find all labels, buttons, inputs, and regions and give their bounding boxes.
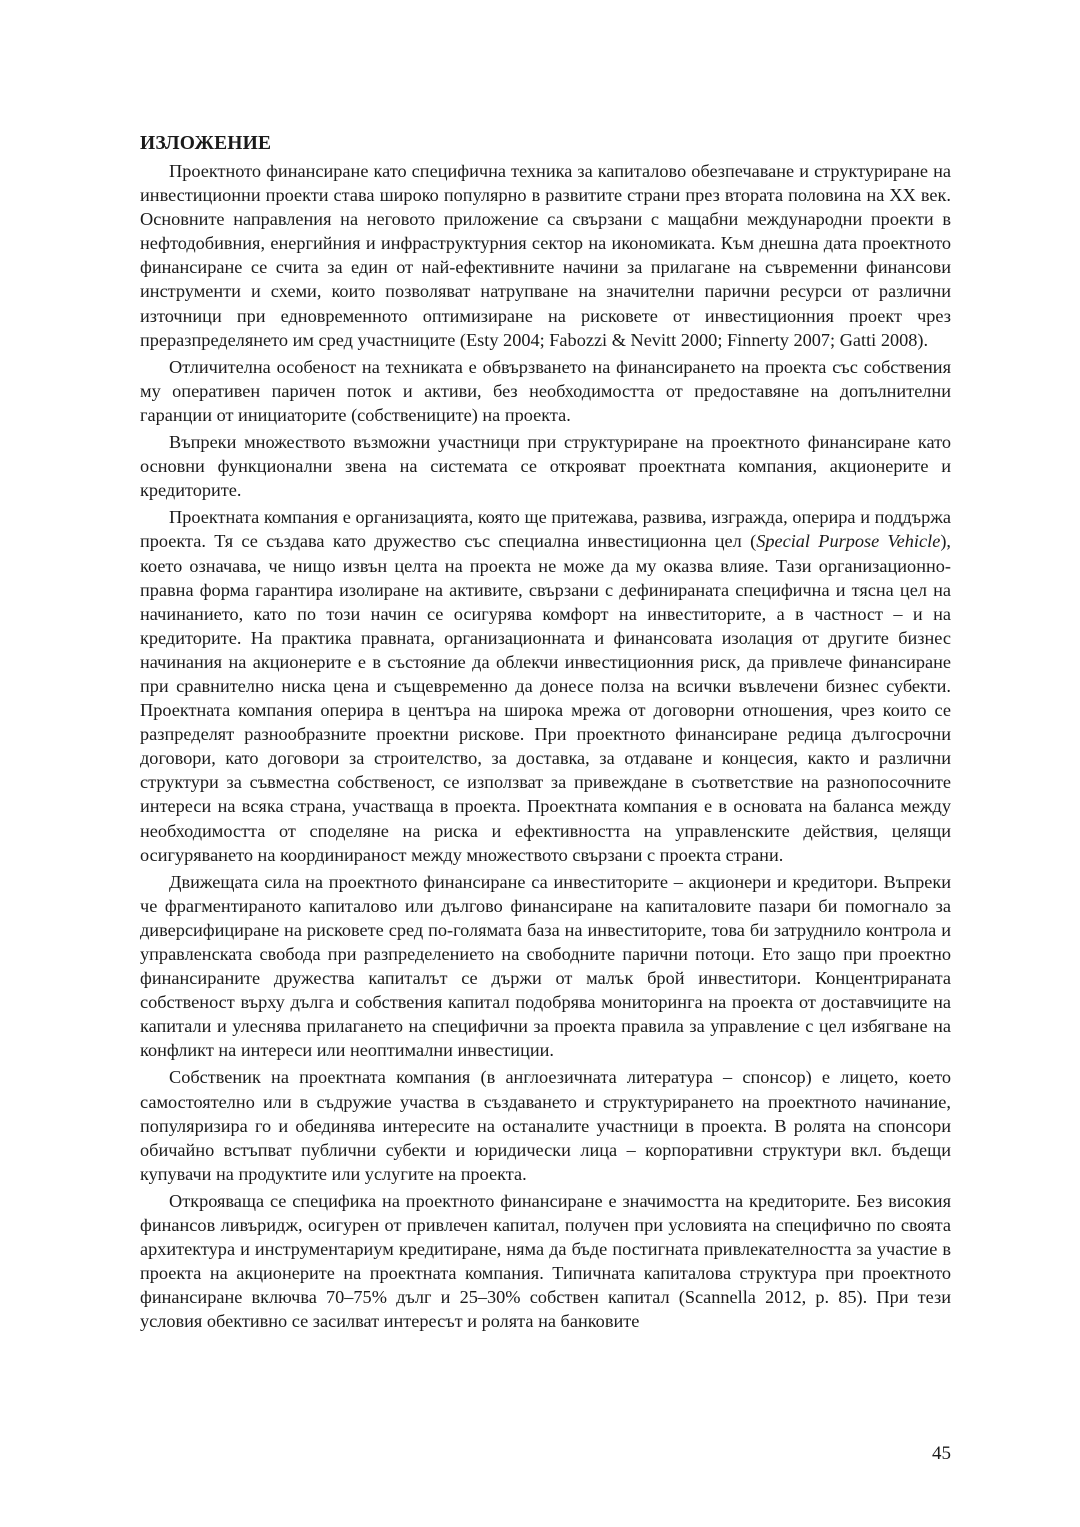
paragraph-7: Открояваща се специфика на проектното финансиране е значимостта на кредиторите. Без високия финансов ливъридж, осигурен от привлечен капитал, получен при условията на специфично по своята архитектура и инструментариум кредитиране, няма да бъде постигната привлекателността за участие в проекта на акционерите на проектната компания. Типичната капиталова структура при проектното финансиране включва 70–75% дълг и 25–30% собствен капитал (Scannella 2012, p. 85). При тези условия обективно се засилват интересът и ролята на банковите — [140, 1190, 951, 1332]
paragraph-4-start: Проектната компания е организацията, която ще притежава, развива, изгражда, оперира и поддържа проекта. Тя се създава като дружество със специална инвестиционна цел ( — [140, 507, 951, 552]
paragraph-4-italic-term: Special Purpose Vehicle — [756, 531, 941, 552]
paragraph-3: Въпреки множеството възможни участници при структуриране на проектното финансиране като основни функционални звена на системата се открояват проектната компания, акционерите и кредиторите. — [140, 432, 951, 501]
paragraph-4 — [140, 505, 951, 866]
page-body — [140, 132, 951, 1337]
section-heading: ИЗЛОЖЕНИЕ — [140, 133, 272, 154]
paragraph-6: Собственик на проектната компания (в англоезичната литература – спонсор) е лицето, което самостоятелно или в съдружие участва в създаването и структурирането на проектното начинание, популяризира го и обединява интересите на останалите участници в проекта. В ролята на спонсори обичайно встъпват публични субекти и юридически лица – корпоративни структури вкл. бъдещи купувачи на продуктите или услугите на проекта. — [140, 1067, 951, 1184]
paragraph-1: Проектното финансиране като специфична техника за капиталово обезпечаване и структуриране на инвестиционни проекти става широко популярно в развитите страни през втората половина на XX век. Основните направления на неговото приложение са свързани с мащабни международни проекти в нефтодобивния, енергийния и инфраструктурния сектор на икономиката. Към днешна дата проектното финансиране се счита за един от най-ефективните начини за прилагане на съвременни финансови инструменти и схеми, които позволяват натрупване на значителни парични ресурси от различни източници при едновременното оптимизиране на рисковете от инвестиционния проект чрез преразпределянето им сред участниците (Esty 2004; Fabozzi & Nevitt 2000; Finnerty 2007; Gatti 2008). — [140, 161, 951, 350]
paragraph-5: Движещата сила на проектното финансиране са инвеститорите – акционери и кредитори. Въпреки че фрагментираното капиталово или дългово финансиране на капиталовите пазари би помогнало за диверсифициране на рисковете сред по-голямата база на инвеститорите, това би затруднило контрола и управленската свобода при разпределението на свободните парични потоци. Ето защо при проектно финансираните дружества капиталът се държи от малък брой инвеститори. Концентрираната собственост върху дълга и собствения капитал подобрява мониторинга на проекта от доставчиците на капитали и улеснява прилагането на специфични за проекта правила за управление с цел избягване на конфликт на интереси или неоптимални инвестиции. — [140, 871, 951, 1061]
paragraph-4-rest: ), което означава, че нищо извън целта на проекта не може да му оказва влияе. Тази организационно-правна форма гарантира изолиране на активите, свързани с дефинираната специфична и тясна цел на начинанието, като по този начин се осигурява комфорт на инвеститорите, а в частност – и на кредиторите. На практика правната, организационната и финансовата изолация от другите бизнес начинания на акционерите е в състояние да облекчи инвестиционния риск, да привлече финансиране при сравнително ниска цена и същевременно да донесе полза на всички въвлечени бизнес субекти. Проектната компания оперира в центъра на широка мрежа от договорни отношения, чрез които се разпределят разнообразните проектни рискове. При проектното финансиране редица дългосрочни договори, като договори за строителство, за доставка, за отдаване и концесия, както и различни структури за съвместна собственост, се използват за привеждане в съответствие на разнопосочните интереси на всяка страна, участваща в проекта. Проектната компания е в основата на баланса между необходимостта от споделяне на риска и ефективността на управленските действия, целящи осигуряването на координираност между множеството свързани с проекта страни. — [140, 531, 951, 865]
paragraph-2: Отличителна особеност на техниката е обвързването на финансирането на проекта със собствения му оперативен паричен поток и активи, без необходимостта от предоставяне на допълнителни гаранции от инициаторите (собствениците) на проекта. — [140, 356, 951, 425]
page-number: 45 — [932, 1443, 951, 1464]
